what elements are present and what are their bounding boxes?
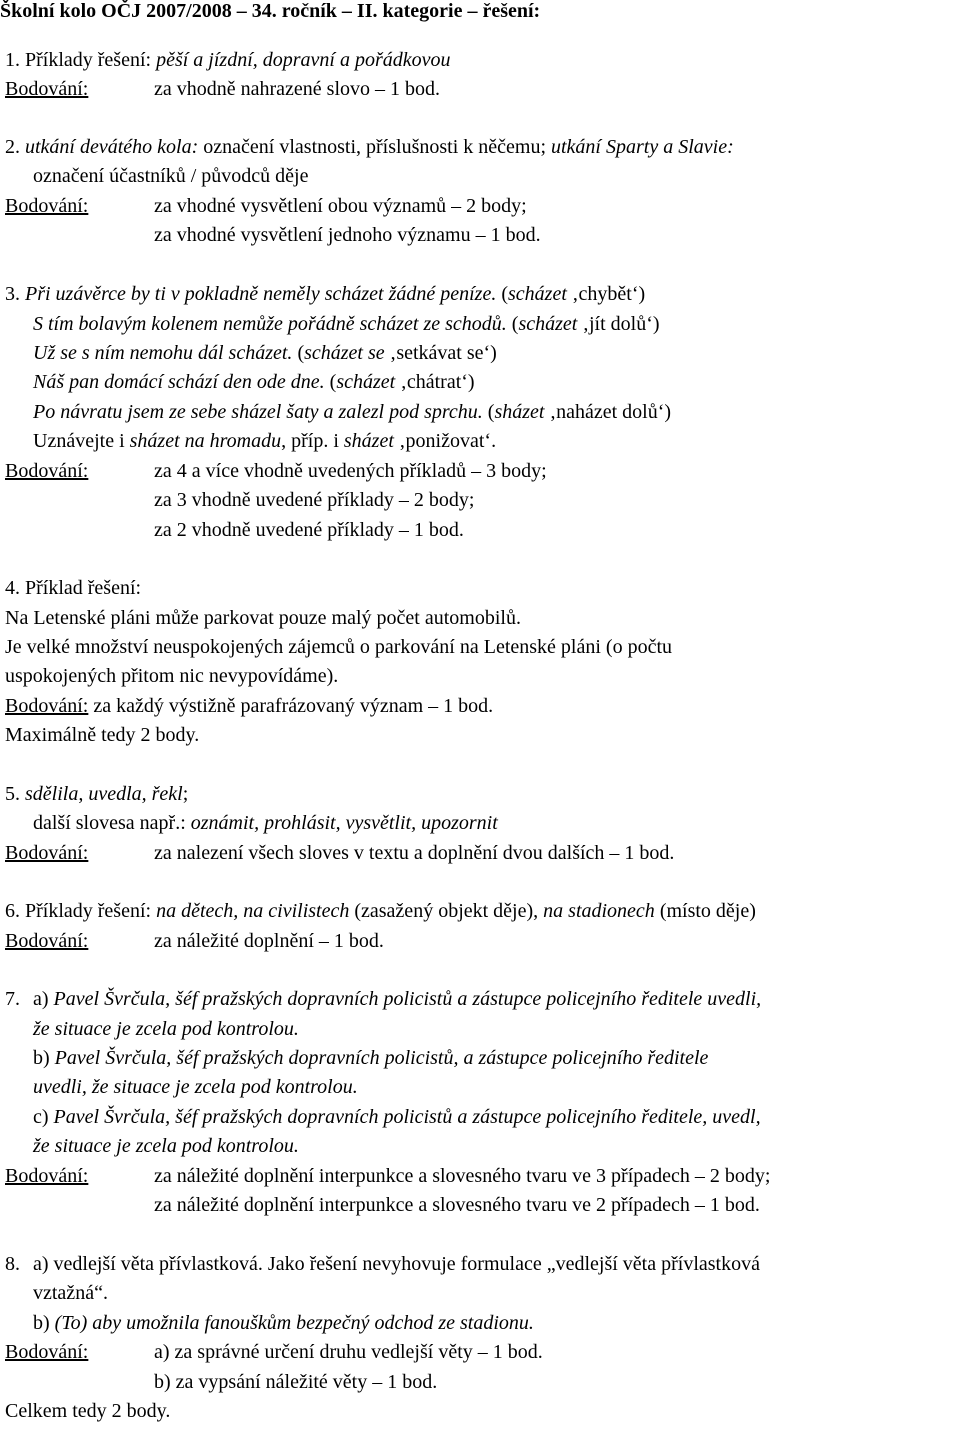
line-text: ( bbox=[506, 313, 519, 335]
line-text: Celkem tedy 2 body. bbox=[5, 1400, 171, 1422]
line-text: ( bbox=[496, 283, 508, 305]
text-line bbox=[0, 662, 960, 691]
scoring-label: Bodování: bbox=[5, 1165, 89, 1187]
line-text: Na Letenské pláni může parkovat pouze malý počet automobilů. bbox=[5, 607, 521, 629]
text-line bbox=[0, 604, 960, 633]
line-text: ‚ponižovat‘. bbox=[393, 430, 497, 452]
line-text: 7. bbox=[5, 988, 25, 1010]
line-text: b) za vypsání náležité věty – 1 bod. bbox=[154, 1371, 438, 1393]
line-text: a) bbox=[33, 988, 54, 1010]
example-text: sházet bbox=[494, 401, 545, 423]
example-text: že situace je zcela pod kontrolou. bbox=[33, 1135, 299, 1157]
example-text: sházet bbox=[343, 430, 394, 452]
text-line bbox=[0, 1044, 960, 1073]
line-text: označení vlastnosti, příslušnosti k něčemu; bbox=[198, 136, 551, 158]
example-text: Náš pan domácí schází den ode dne. bbox=[33, 371, 325, 393]
line-text: za nalezení všech sloves v textu a doplnění dvou dalších – 1 bod. bbox=[154, 842, 675, 864]
example-text: že situace je zcela pod kontrolou. bbox=[33, 1018, 299, 1040]
text-line bbox=[0, 927, 960, 956]
line-text: c) bbox=[33, 1106, 54, 1128]
line-text: ( bbox=[482, 401, 495, 423]
example-text: S tím bolavým kolenem nemůže pořádně scházet ze schodů. bbox=[33, 313, 507, 335]
document-title bbox=[0, 0, 960, 26]
line-text: Příklady řešení: bbox=[25, 900, 157, 922]
text-line bbox=[0, 221, 960, 250]
line-text: za vhodné vysvětlení jednoho významu – 1 bod. bbox=[154, 224, 541, 246]
text-line bbox=[0, 1073, 960, 1102]
line-text: 3. bbox=[5, 283, 25, 305]
line-text: za 3 vhodně uvedené příklady – 2 body; bbox=[154, 489, 475, 511]
scoring-label: Bodování: bbox=[5, 695, 89, 717]
text-line bbox=[0, 368, 960, 397]
line-text: ( bbox=[324, 371, 337, 393]
scoring-label: Bodování: bbox=[5, 1341, 89, 1363]
example-text: Pavel Švrčula, šéf pražských dopravních policistů, a zástupce policejního ředitele bbox=[54, 1047, 709, 1069]
line-text: za 2 vhodně uvedené příklady – 1 bod. bbox=[154, 519, 464, 541]
scoring-label: Bodování: bbox=[5, 195, 89, 217]
text-line bbox=[0, 280, 960, 309]
scoring-label: Bodování: bbox=[5, 460, 89, 482]
line-text: za každý výstižně parafrázovaný význam – 1 bod. bbox=[88, 695, 494, 717]
line-text: ( bbox=[292, 342, 305, 364]
text-line bbox=[0, 1103, 960, 1132]
example-text: scházet se bbox=[304, 342, 385, 364]
text-line bbox=[0, 692, 960, 721]
text-line bbox=[0, 398, 960, 427]
example-text: Při uzávěrce by ti v pokladně neměly scházet žádné peníze. bbox=[25, 283, 497, 305]
line-text: 6. bbox=[5, 900, 25, 922]
example-text: utkání Sparty a Slavie: bbox=[551, 136, 734, 158]
example-text: sházet na hromadu bbox=[129, 430, 282, 452]
example-text: (To) aby umožnila fanouškům bezpečný odchod ze stadionu. bbox=[54, 1312, 534, 1334]
example-text: oznámit, prohlásit, vysvětlit, upozornit bbox=[190, 812, 498, 834]
line-text: další slovesa např.: bbox=[33, 812, 191, 834]
line-text: 5. bbox=[5, 783, 25, 805]
text-line bbox=[0, 1015, 960, 1044]
text-line bbox=[0, 1368, 960, 1397]
text-line bbox=[0, 1279, 960, 1308]
line-text: 8. bbox=[5, 1253, 25, 1275]
line-text: ‚chátrat‘) bbox=[395, 371, 475, 393]
text-line bbox=[0, 192, 960, 221]
example-text: na dětech, na civilistech bbox=[156, 900, 350, 922]
text-line bbox=[0, 985, 960, 1014]
text-line bbox=[0, 574, 960, 603]
line-text: za vhodně nahrazené slovo – 1 bod. bbox=[154, 78, 441, 100]
example-text: Pavel Švrčula, šéf pražských dopravních policistů a zástupce policejního ředitele uvedli, bbox=[53, 988, 762, 1010]
line-text: za vhodné vysvětlení obou významů – 2 body; bbox=[154, 195, 527, 217]
example-text: Už se s ním nemohu dál scházet. bbox=[33, 342, 293, 364]
text-line bbox=[0, 721, 960, 750]
line-text: ‚setkávat se‘) bbox=[384, 342, 497, 364]
line-text: označení účastníků / původců děje bbox=[33, 165, 309, 187]
line-text: (místo děje) bbox=[654, 900, 756, 922]
text-line bbox=[0, 839, 960, 868]
line-text: Školní kolo OČJ 2007/2008 – 34. ročník – II. kategorie – řešení: bbox=[0, 0, 541, 22]
example-text: na stadionech bbox=[543, 900, 655, 922]
text-line bbox=[0, 897, 960, 926]
text-line bbox=[0, 310, 960, 339]
line-text: Je velké množství neuspokojených zájemců o parkování na Letenské pláni (o počtu bbox=[5, 636, 673, 658]
example-text: Po návratu jsem ze sebe sházel šaty a zalezl pod sprchu. bbox=[33, 401, 483, 423]
line-text: b) bbox=[33, 1047, 55, 1069]
text-line bbox=[0, 457, 960, 486]
line-text: a) vedlejší věta přívlastková. Jako řešení nevyhovuje formulace „vedlejší věta přívlastková bbox=[33, 1253, 760, 1275]
text-line bbox=[0, 780, 960, 809]
example-text: Pavel Švrčula, šéf pražských dopravních policistů a zástupce policejního ředitele, uvedl, bbox=[53, 1106, 761, 1128]
text-line bbox=[0, 133, 960, 162]
text-line bbox=[0, 162, 960, 191]
line-text: ‚chybět‘) bbox=[566, 283, 646, 305]
text-line bbox=[0, 1309, 960, 1338]
text-line bbox=[0, 809, 960, 838]
example-text: sdělila, uvedla, řekl bbox=[25, 783, 183, 805]
example-text: uvedli, že situace je zcela pod kontrolou. bbox=[33, 1076, 358, 1098]
line-text: 1. bbox=[5, 49, 25, 71]
line-text: za náležité doplnění – 1 bod. bbox=[154, 930, 384, 952]
line-text: 4. Příklad řešení: bbox=[5, 577, 142, 599]
scoring-label: Bodování: bbox=[5, 930, 89, 952]
text-line bbox=[0, 633, 960, 662]
text-line bbox=[0, 1397, 960, 1426]
text-line bbox=[0, 1162, 960, 1191]
line-text: ‚jít dolů‘) bbox=[577, 313, 660, 335]
text-line bbox=[0, 1132, 960, 1161]
text-line bbox=[0, 1191, 960, 1220]
line-text: a) za správné určení druhu vedlejší věty – 1 bod. bbox=[154, 1341, 543, 1363]
line-text: uspokojených přitom nic nevypovídáme). bbox=[5, 665, 339, 687]
text-line bbox=[0, 339, 960, 368]
text-line bbox=[0, 75, 960, 104]
line-text: za náležité doplnění interpunkce a slovesného tvaru ve 2 případech – 1 bod. bbox=[154, 1194, 760, 1216]
line-text: Maximálně tedy 2 body. bbox=[5, 724, 200, 746]
text-line bbox=[0, 427, 960, 456]
line-text: , příp. i bbox=[281, 430, 344, 452]
text-line bbox=[0, 516, 960, 545]
example-text: scházet bbox=[336, 371, 396, 393]
line-text: Příklady řešení: bbox=[25, 49, 157, 71]
line-text: za 4 a více vhodně uvedených příkladů – 3 body; bbox=[154, 460, 547, 482]
text-line bbox=[0, 1338, 960, 1367]
example-text: pěší a jízdní, dopravní a pořádkovou bbox=[156, 49, 451, 71]
text-line bbox=[0, 1250, 960, 1279]
line-text: (zasažený objekt děje), bbox=[349, 900, 544, 922]
example-text: utkání devátého kola: bbox=[25, 136, 199, 158]
line-text: ; bbox=[182, 783, 189, 805]
line-text: b) bbox=[33, 1312, 55, 1334]
scoring-label: Bodování: bbox=[5, 78, 89, 100]
line-text: vztažná“. bbox=[33, 1282, 108, 1304]
example-text: scházet bbox=[508, 283, 567, 305]
text-line bbox=[0, 46, 960, 75]
line-text: za náležité doplnění interpunkce a slovesného tvaru ve 3 případech – 2 body; bbox=[154, 1165, 771, 1187]
line-text: Uznávejte i bbox=[33, 430, 130, 452]
example-text: scházet bbox=[518, 313, 578, 335]
line-text: ‚naházet dolů‘) bbox=[544, 401, 672, 423]
scoring-label: Bodování: bbox=[5, 842, 89, 864]
text-line bbox=[0, 486, 960, 515]
line-text: 2. bbox=[5, 136, 25, 158]
